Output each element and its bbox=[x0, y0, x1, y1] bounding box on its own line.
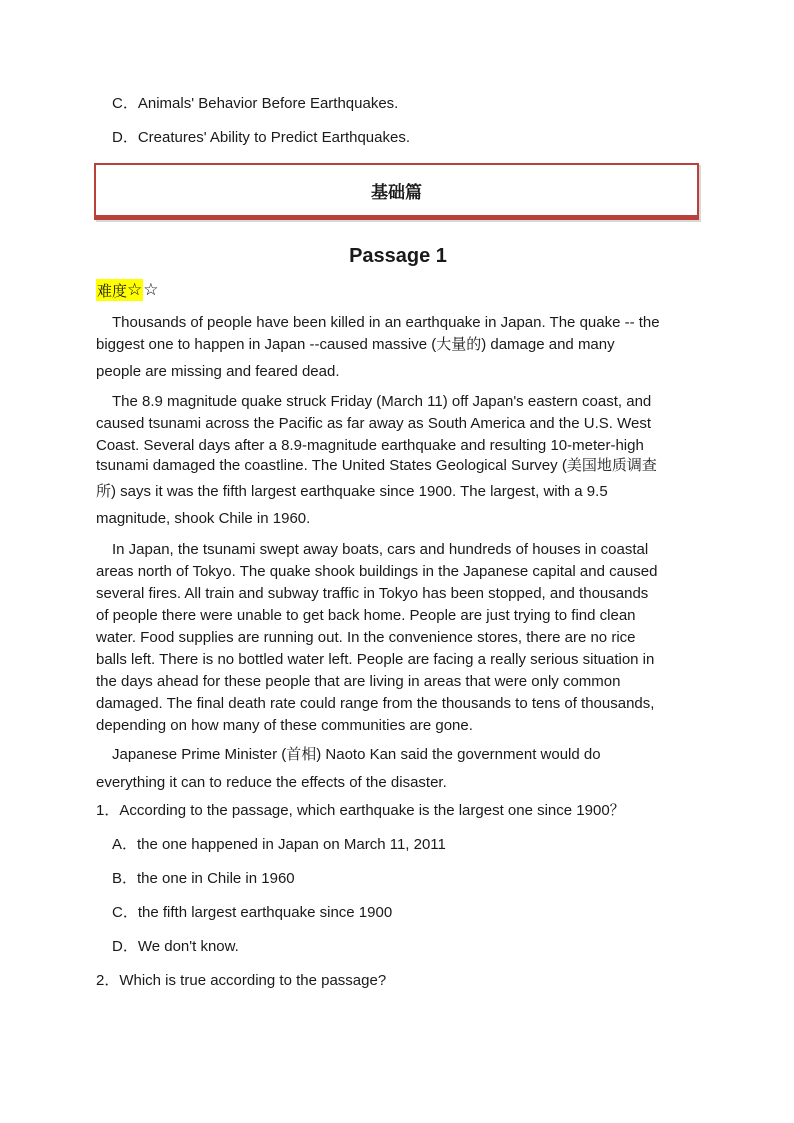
option-letter: D． bbox=[112, 129, 138, 146]
option-text: We don't know. bbox=[137, 938, 239, 955]
option-letter: C． bbox=[112, 904, 138, 921]
paragraph-line: Coast. Several days after a 8.9-magnitude earthquake and resulting 10-meter-high bbox=[96, 437, 644, 454]
paragraph-1 bbox=[96, 312, 700, 383]
paragraph-4 bbox=[96, 744, 700, 794]
paragraph-line: water. Food supplies are running out. In the convenience stores, there are no rice bbox=[96, 629, 636, 646]
question-1-option-c bbox=[112, 903, 392, 923]
question-text: Which is true according to the passage? bbox=[119, 972, 387, 989]
paragraph-line: Japanese Prime Minister (首相) Naoto Kan said the government would do bbox=[112, 746, 601, 763]
difficulty-rating bbox=[96, 279, 159, 301]
paragraph-line: several fires. All train and subway traffic in Tokyo has been stopped, and thousands bbox=[96, 585, 649, 602]
paragraph-line: In Japan, the tsunami swept away boats, cars and hundreds of houses in coastal bbox=[112, 541, 649, 558]
paragraph-line: The 8.9 magnitude quake struck Friday (March 11) off Japan's eastern coast, and bbox=[112, 393, 652, 410]
option-text: the one in Chile in 1960 bbox=[137, 870, 295, 887]
question-number: 2． bbox=[96, 972, 120, 989]
option-letter: C． bbox=[112, 95, 138, 112]
option-text: Animals' Behavior Before Earthquakes. bbox=[137, 95, 399, 112]
option-letter: B． bbox=[112, 870, 138, 887]
difficulty-highlight bbox=[96, 279, 143, 301]
option-text: Creatures' Ability to Predict Earthquakes. bbox=[137, 129, 411, 146]
option-text: the fifth largest earthquake since 1900 bbox=[137, 904, 393, 921]
option-letter: D． bbox=[112, 938, 138, 955]
question-2 bbox=[96, 971, 386, 991]
question-1-option-b bbox=[112, 869, 295, 889]
difficulty-label: 难度 bbox=[97, 281, 128, 300]
paragraph-line: balls left. There is no bottled water left. People are facing a really serious situation in bbox=[96, 651, 655, 668]
question-1-option-a bbox=[112, 835, 446, 855]
option-letter: A． bbox=[112, 836, 138, 853]
paragraph-line: caused tsunami across the Pacific as far away as South America and the U.S. West bbox=[96, 415, 651, 432]
section-banner bbox=[94, 163, 699, 220]
paragraph-3 bbox=[96, 539, 700, 737]
star-outline-icon: ☆ bbox=[143, 280, 159, 300]
paragraph-line: Thousands of people have been killed in an earthquake in Japan. The quake -- the bbox=[112, 314, 660, 331]
question-number: 1． bbox=[96, 802, 120, 819]
option-d bbox=[112, 128, 410, 148]
paragraph-line: magnitude, shook Chile in 1960. bbox=[96, 510, 311, 527]
paragraph-line: biggest one to happen in Japan --caused massive (大量的) damage and many bbox=[96, 336, 615, 353]
question-1-option-d bbox=[112, 937, 239, 957]
option-c bbox=[112, 94, 398, 114]
question-1 bbox=[96, 801, 625, 821]
paragraph-line: areas north of Tokyo. The quake shook buildings in the Japanese capital and caused bbox=[96, 563, 658, 580]
section-banner-title: 基础篇 bbox=[371, 182, 422, 203]
paragraph-2 bbox=[96, 391, 700, 530]
paragraph-line: 所) says it was the fifth largest earthquake since 1900. The largest, with a 9.5 bbox=[96, 483, 608, 500]
question-text: According to the passage, which earthquake is the largest one since 1900？ bbox=[119, 802, 625, 819]
paragraph-line: tsunami damaged the coastline. The United States Geological Survey (美国地质调查 bbox=[96, 457, 657, 474]
passage-title: Passage 1 bbox=[349, 245, 447, 267]
star-icon: ☆ bbox=[127, 280, 143, 300]
paragraph-line: of people there were unable to get back home. People are just trying to find clean bbox=[96, 607, 636, 624]
paragraph-line: the days ahead for these people that are living in areas that were only common bbox=[96, 673, 621, 690]
paragraph-line: everything it can to reduce the effects of the disaster. bbox=[96, 774, 447, 791]
paragraph-line: depending on how many of these communities are gone. bbox=[96, 717, 473, 734]
paragraph-line: damaged. The final death rate could range from the thousands to tens of thousands, bbox=[96, 695, 655, 712]
option-text: the one happened in Japan on March 11, 2011 bbox=[137, 836, 446, 853]
paragraph-line: people are missing and feared dead. bbox=[96, 363, 340, 380]
